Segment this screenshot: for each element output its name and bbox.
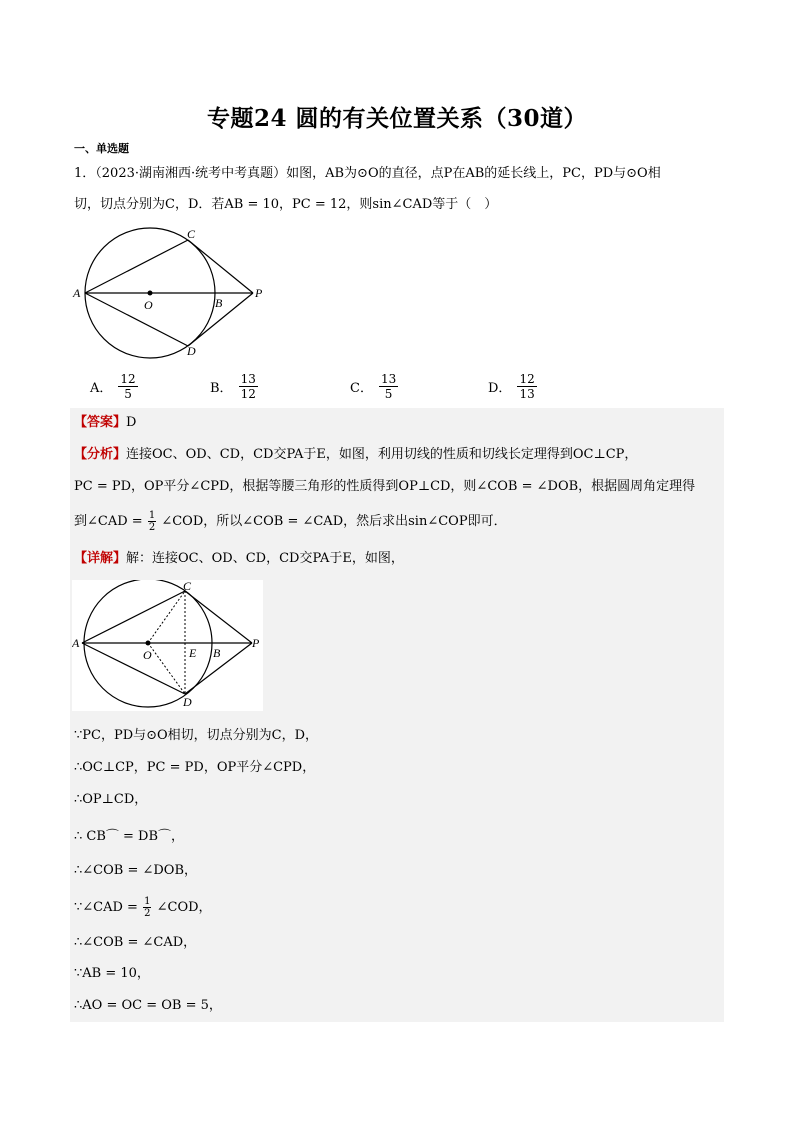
analysis-text-3b: ∠COD，所以∠COB = ∠CAD，然后求出sin∠COP即可． (161, 514, 507, 529)
line-ad (85, 293, 188, 346)
detail-figure-frame (72, 580, 263, 711)
step-2: ∴OC⊥CP，PC = PD，OP平分∠CPD， (74, 760, 316, 775)
label-d: D (187, 344, 196, 358)
step-6-fraction (143, 896, 151, 919)
option-a-fraction (118, 372, 137, 401)
label-b-2: B (213, 646, 221, 660)
option-a-label: A． (90, 381, 113, 396)
option-a[interactable] (90, 372, 138, 401)
section-heading: 一、单选题 (74, 142, 129, 155)
option-c-fraction (379, 372, 398, 401)
line-oc-dashed (148, 591, 185, 643)
option-c-den: 5 (384, 387, 393, 401)
center-dot-2 (146, 641, 151, 646)
option-d-fraction (517, 372, 536, 401)
analysis-fraction (148, 510, 156, 533)
question-line-1: 1．（2023·湖南湘西·统考中考真题）如图，AB为⊙O的直径，点P在AB的延长线上，PC，PD与⊙O相 (74, 166, 661, 181)
question-line-2: 切，切点分别为C，D．若AB = 10，PC = 12，则sin∠CAD等于（ ） (74, 197, 498, 212)
option-d-num: 12 (519, 372, 535, 386)
analysis-text-1: 连接OC、OD、CD，CD交PA于E，如图，利用切线的性质和切线长定理得到OC⊥CP， (126, 447, 638, 462)
option-d-den: 13 (519, 387, 535, 401)
answer-value: D (126, 415, 137, 430)
line-ad-2 (82, 643, 185, 694)
line-ac (85, 240, 188, 293)
option-a-num: 12 (120, 372, 136, 386)
step-1: ∵PC，PD与⊙O相切，切点分别为C，D， (74, 728, 319, 743)
step-8: ∵AB = 10， (74, 966, 150, 981)
step-6 (74, 896, 212, 919)
analysis-line-3 (74, 510, 507, 533)
option-c-num: 13 (380, 372, 397, 386)
line-cp (188, 240, 253, 293)
detail-figure (72, 580, 263, 711)
analysis-tag: 【分析】 (74, 447, 127, 462)
label-a: A (73, 286, 81, 300)
option-c[interactable] (350, 372, 398, 401)
step-9: ∴AO = OC = OB = 5， (74, 998, 222, 1013)
analysis-text-3a: 到∠CAD = (74, 514, 143, 529)
step-6-den: 2 (144, 908, 151, 919)
label-a-2: A (72, 636, 80, 650)
option-d-label: D． (488, 381, 512, 396)
option-a-den: 5 (124, 387, 132, 401)
line-cp-2 (185, 591, 252, 643)
analysis-line-2: PC = PD，OP平分∠CPD，根据等腰三角形的性质得到OP⊥CD，则∠COB = ∠DOB，根据圆周角定理得 (74, 479, 696, 494)
step-6-num: 1 (144, 896, 151, 907)
option-c-label: C． (350, 381, 373, 396)
question-figure (70, 225, 270, 360)
option-b-den: 12 (240, 387, 256, 401)
option-d[interactable] (488, 372, 537, 401)
label-e-2: E (189, 646, 197, 660)
line-od-dashed (148, 643, 185, 694)
line-ac-2 (82, 591, 185, 643)
center-dot (148, 291, 153, 296)
detail-line-1 (74, 549, 404, 569)
option-b-num: 13 (240, 372, 256, 386)
label-p: P (255, 286, 263, 300)
detail-tag: 【详解】 (74, 551, 127, 566)
step-5: ∴∠COB = ∠DOB， (74, 863, 198, 878)
label-d-2: D (183, 695, 192, 709)
step-6-tail: ∠COD， (156, 900, 212, 915)
step-3: ∴OP⊥CD， (74, 792, 148, 807)
label-o: O (144, 298, 153, 312)
label-o-2: O (143, 648, 152, 662)
step-7: ∴∠COB = ∠CAD， (74, 935, 197, 950)
label-b: B (215, 296, 223, 310)
page-title: 专题24 圆的有关位置关系（30道） (206, 105, 588, 132)
detail-text-1: 解：连接OC、OD、CD，CD交PA于E，如图， (126, 551, 404, 566)
analysis-frac-den: 2 (148, 522, 156, 533)
step-4: ∴ CB⌒ = DB⌒， (74, 829, 185, 844)
label-c: C (187, 227, 196, 241)
option-b-fraction (239, 372, 258, 401)
analysis-frac-num: 1 (148, 510, 156, 521)
label-p-2: P (252, 636, 260, 650)
analysis-line-1 (74, 445, 637, 465)
answer-line (74, 413, 136, 433)
answer-tag: 【答案】 (74, 415, 127, 430)
option-b[interactable] (210, 372, 258, 401)
option-b-label: B． (210, 381, 233, 396)
label-c-2: C (183, 580, 192, 593)
step-6-text: ∵∠CAD = (74, 900, 138, 915)
